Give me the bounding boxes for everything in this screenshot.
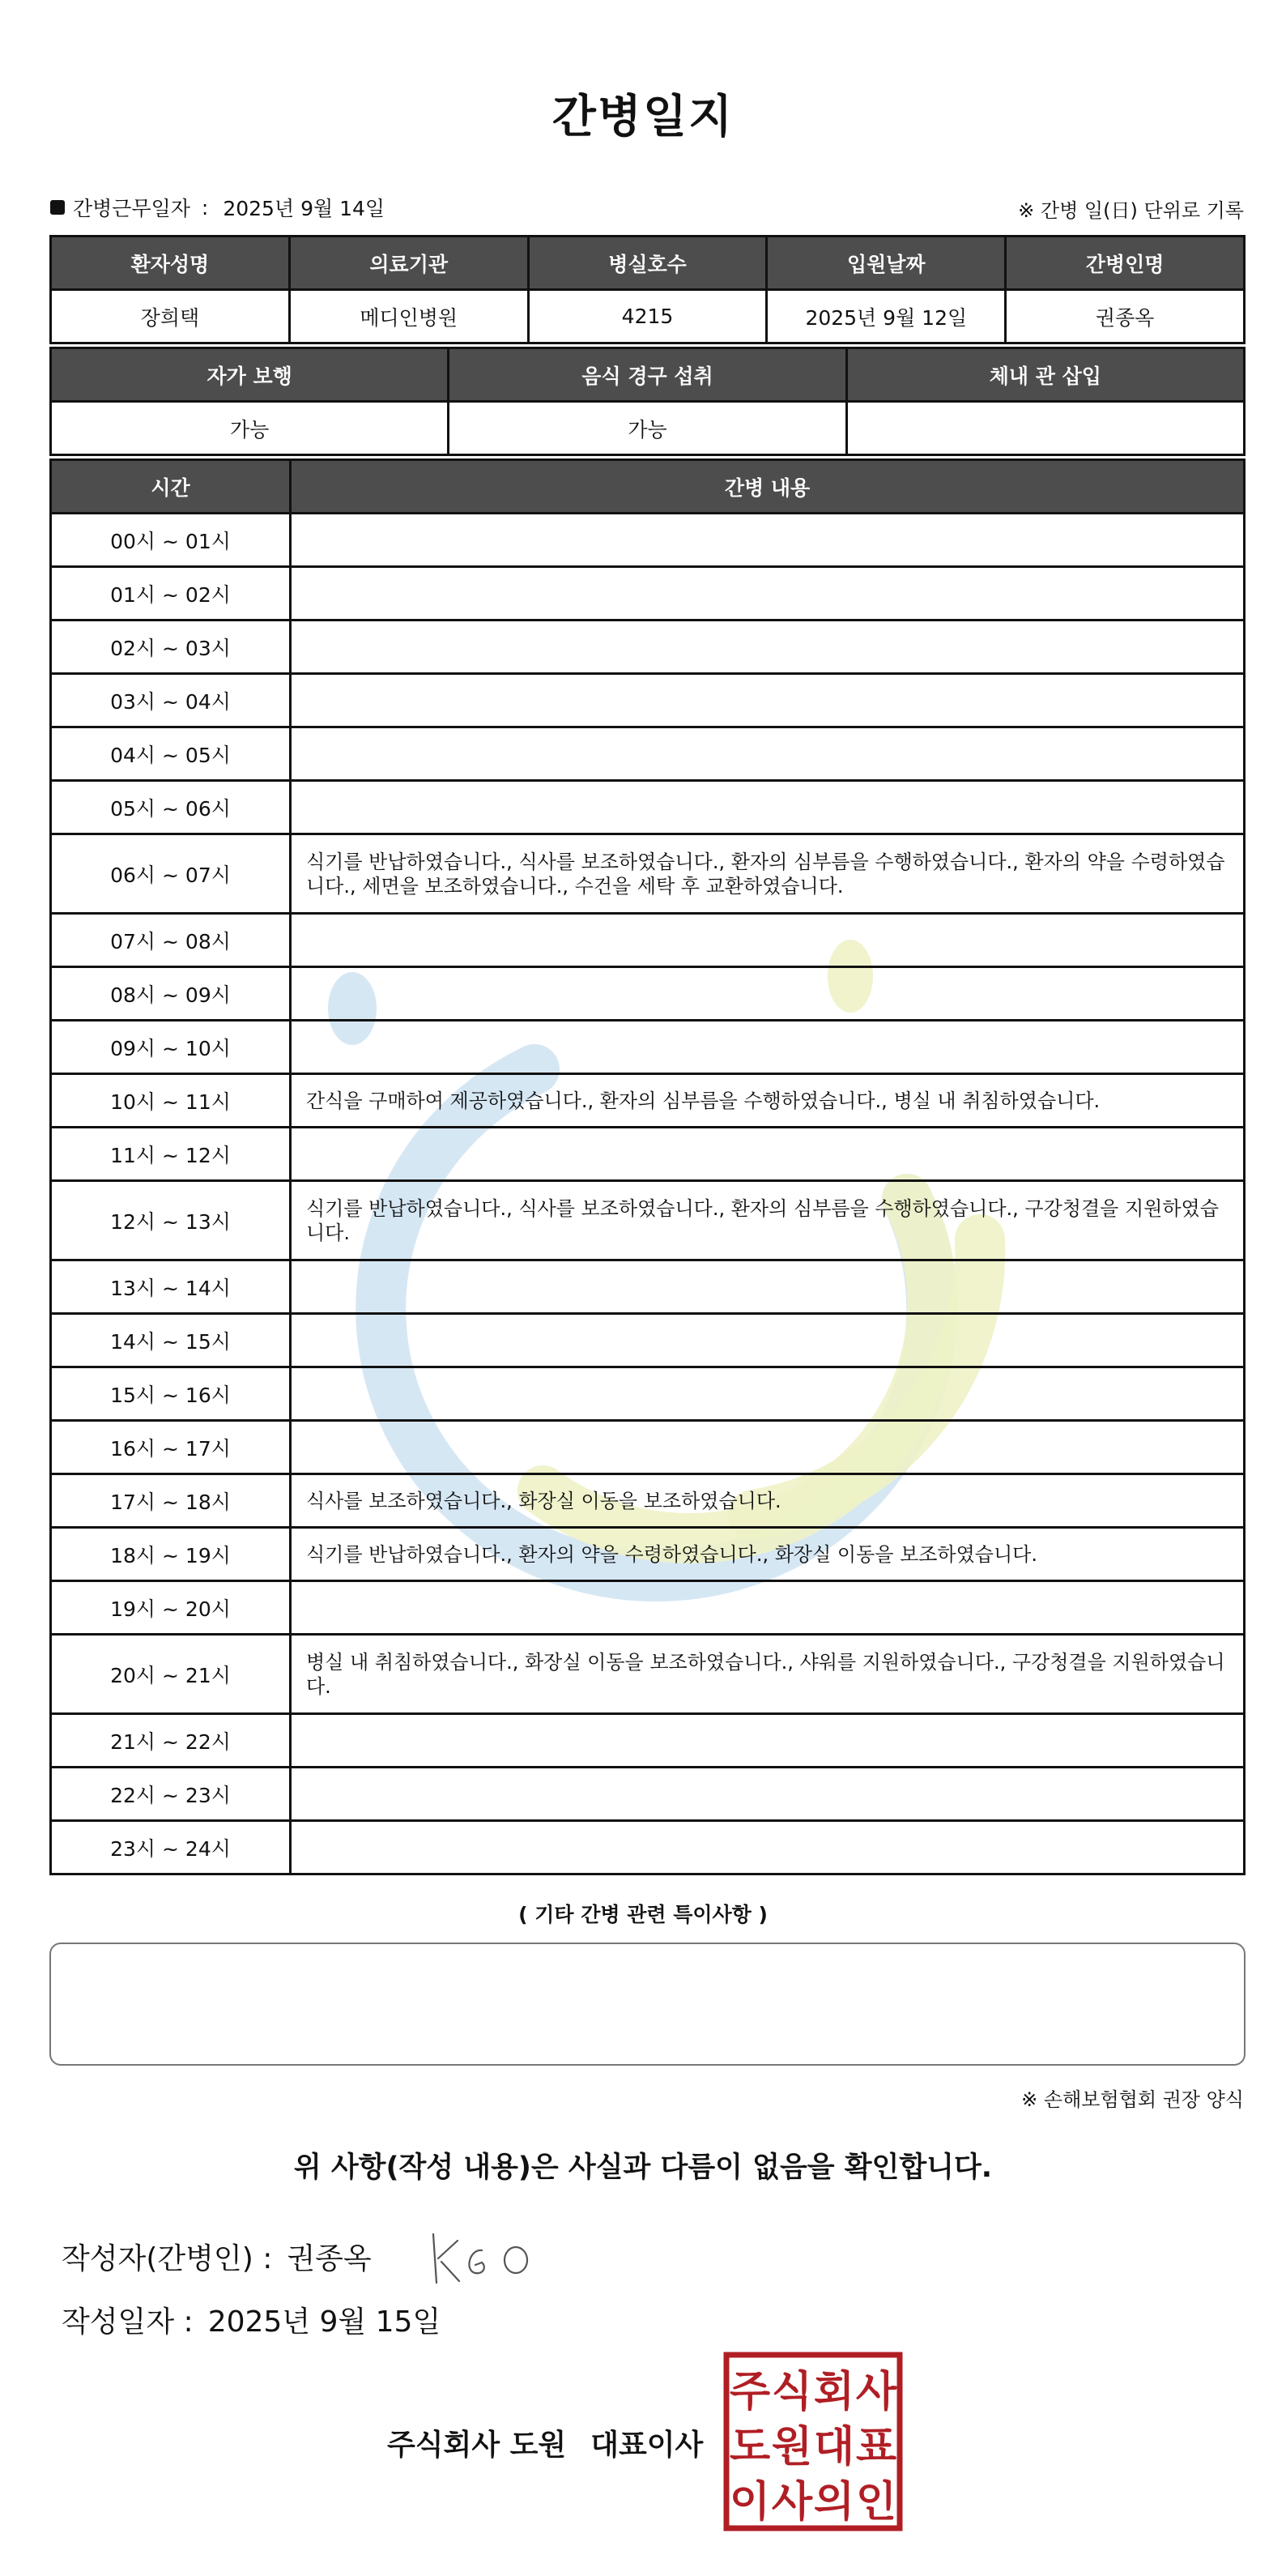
unit-note: ※ 간병 일(日) 단위로 기록 [1018,199,1244,222]
writer-name: 권종옥 [287,2242,372,2275]
admission-date: 2025년 9월 12일 [767,290,1006,343]
log-content [291,914,1245,967]
table-row [51,1128,1245,1181]
table-row [51,1768,1245,1821]
table-row [51,914,1245,967]
company-name: 주식회사 도원 [387,2429,567,2462]
log-time: 05시 ~ 06시 [51,781,291,834]
seal-character: 인 [855,2478,897,2527]
seal-character: 사 [855,2368,897,2416]
table-row [51,834,1245,914]
patient-info-header-row [51,237,1245,290]
writer-label: 작성자(간병인) : [62,2242,273,2275]
table-row [51,567,1245,621]
caregiver-name: 권종옥 [1006,290,1245,343]
header-admission-date: 입원날짜 [767,237,1006,290]
header-room: 병실호수 [528,237,767,290]
log-time: 13시 ~ 14시 [51,1260,291,1314]
log-content [291,567,1245,621]
hospital-name: 메디인병원 [289,290,528,343]
log-content [291,1421,1245,1474]
patient-status-table [49,347,1246,456]
log-time: 01시 ~ 02시 [51,567,291,621]
log-content [291,1367,1245,1421]
header-care-content: 간병 내용 [291,460,1245,514]
status-value-row [51,402,1245,455]
writer-line [62,2236,372,2277]
table-row [51,674,1245,727]
log-time: 18시 ~ 19시 [51,1528,291,1581]
log-time: 08시 ~ 09시 [51,967,291,1021]
log-time: 00시 ~ 01시 [51,514,291,567]
log-content: 식기를 반납하였습니다., 식사를 보조하였습니다., 환자의 심부름을 수행하였습니다., 구강청결을 지원하였습니다. [291,1181,1245,1260]
log-time: 23시 ~ 24시 [51,1821,291,1874]
log-time: 20시 ~ 21시 [51,1635,291,1714]
company-title: 대표이사 [590,2429,704,2462]
header-tube-insertion: 체내 관 삽입 [846,348,1244,402]
seal-character: 회 [813,2368,855,2416]
log-content [291,1768,1245,1821]
log-content [291,1128,1245,1181]
table-row [51,1821,1245,1874]
log-content: 간식을 구매하여 제공하였습니다., 환자의 심부름을 수행하였습니다., 병실 내 취침하였습니다. [291,1074,1245,1128]
table-row [51,781,1245,834]
seal-character: 도 [729,2423,771,2472]
log-time: 07시 ~ 08시 [51,914,291,967]
log-content [291,781,1245,834]
log-time: 19시 ~ 20시 [51,1581,291,1635]
log-time: 14시 ~ 15시 [51,1314,291,1367]
log-time: 10시 ~ 11시 [51,1074,291,1128]
log-content [291,621,1245,674]
table-row [51,1528,1245,1581]
status-header-row [51,348,1245,402]
log-time: 11시 ~ 12시 [51,1128,291,1181]
care-log-table [49,458,1246,1875]
seal-character: 대 [813,2423,855,2472]
confirmation-statement: 위 사항(작성 내용)은 사실과 다름이 없음을 확인합니다. [293,2152,993,2184]
log-time: 17시 ~ 18시 [51,1474,291,1528]
log-content [291,514,1245,567]
seal-character: 주 [729,2368,771,2416]
tube-insertion-value [846,402,1244,455]
table-row [51,1635,1245,1714]
log-time: 22시 ~ 23시 [51,1768,291,1821]
company-line [387,2422,703,2463]
table-row [51,1181,1245,1260]
header-oral-intake: 음식 경구 섭취 [449,348,846,402]
write-date-line [62,2299,441,2340]
write-date-value: 2025년 9월 15일 [207,2305,441,2339]
patient-info-table [49,235,1246,344]
log-time: 09시 ~ 10시 [51,1021,291,1074]
log-content [291,674,1245,727]
log-content [291,967,1245,1021]
header-caregiver-name: 간병인명 [1006,237,1245,290]
table-row [51,1260,1245,1314]
log-time: 12시 ~ 13시 [51,1181,291,1260]
association-note: ※ 손해보험협회 권장 양식 [1021,2088,1244,2111]
work-date [50,193,385,222]
log-content [291,1260,1245,1314]
handwritten-signature-icon [425,2226,539,2291]
log-time: 02시 ~ 03시 [51,621,291,674]
log-time: 21시 ~ 22시 [51,1714,291,1768]
table-row [51,1367,1245,1421]
log-time: 15시 ~ 16시 [51,1367,291,1421]
seal-character: 식 [771,2368,813,2416]
seal-character: 이 [729,2478,771,2527]
company-seal-icon [722,2351,904,2532]
room-number: 4215 [528,290,767,343]
log-time: 03시 ~ 04시 [51,674,291,727]
table-row [51,1421,1245,1474]
header-patient-name: 환자성명 [51,237,290,290]
log-time: 16시 ~ 17시 [51,1421,291,1474]
table-row [51,514,1245,567]
log-content [291,1821,1245,1874]
log-header-row [51,460,1245,514]
table-row [51,1021,1245,1074]
self-walking-value: 가능 [51,402,449,455]
table-row [51,1474,1245,1528]
table-row [51,621,1245,674]
oral-intake-value: 가능 [449,402,846,455]
work-date-label: 간병근무일자 [73,197,190,220]
table-row [51,1074,1245,1128]
log-content [291,727,1245,781]
bullet-square-icon [50,200,65,215]
seal-character: 원 [771,2423,813,2472]
log-content [291,1714,1245,1768]
log-content: 식기를 반납하였습니다., 식사를 보조하였습니다., 환자의 심부름을 수행하였습니다., 환자의 약을 수령하였습니다., 세면을 보조하였습니다., 수건을 세탁 후 교환하였습니다. [291,834,1245,914]
header-time: 시간 [51,460,291,514]
header-hospital: 의료기관 [289,237,528,290]
table-row [51,727,1245,781]
log-body [51,514,1245,1874]
remarks-box [49,1943,1246,2066]
log-content [291,1581,1245,1635]
patient-name: 장희택 [51,290,290,343]
write-date-label: 작성일자 : [62,2305,194,2339]
log-time: 06시 ~ 07시 [51,834,291,914]
work-date-value: 2025년 9월 14일 [223,197,385,220]
log-content: 병실 내 취침하였습니다., 화장실 이동을 보조하였습니다., 샤워를 지원하였습니다., 구강청결을 지원하였습니다. [291,1635,1245,1714]
seal-character: 의 [813,2478,855,2527]
page-title: 간병일지 [551,91,735,143]
seal-character: 사 [771,2478,813,2527]
log-content: 식사를 보조하였습니다., 화장실 이동을 보조하였습니다. [291,1474,1245,1528]
table-row [51,1314,1245,1367]
table-row [51,1581,1245,1635]
header-self-walking: 자가 보행 [51,348,449,402]
remarks-title: ( 기타 간병 관련 특이사항 ) [518,1903,768,1926]
seal-character: 표 [855,2423,897,2472]
log-time: 04시 ~ 05시 [51,727,291,781]
log-content [291,1314,1245,1367]
log-content: 식기를 반납하였습니다., 환자의 약을 수령하였습니다., 화장실 이동을 보조하였습니다. [291,1528,1245,1581]
patient-info-value-row [51,290,1245,343]
table-row [51,967,1245,1021]
table-row [51,1714,1245,1768]
work-date-separator: : [201,195,209,220]
log-content [291,1021,1245,1074]
